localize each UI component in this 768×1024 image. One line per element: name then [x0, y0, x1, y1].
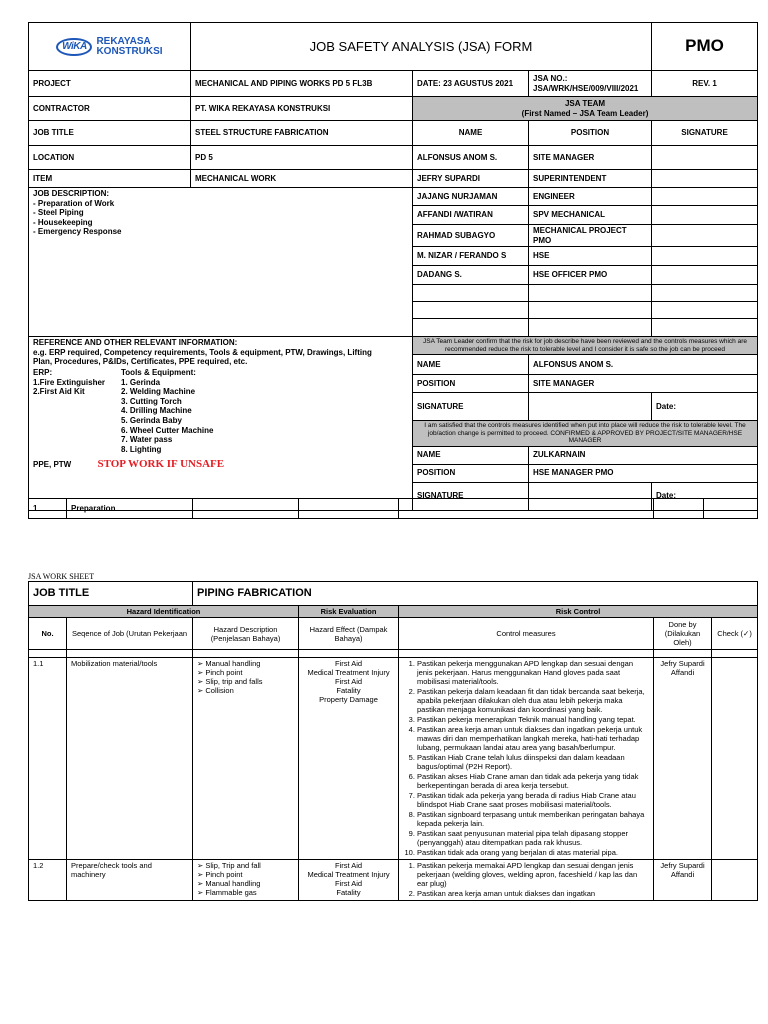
jsa-team-title: JSA TEAM [564, 98, 606, 108]
control-item: 2. Pastikan area kerja aman untuk diakses dan ingatkan [417, 889, 649, 898]
team-position-empty [529, 302, 652, 319]
effect-item: First Aid [334, 659, 363, 668]
team-col-signature: SIGNATURE [652, 121, 758, 146]
tools-label: Tools & Equipment: [121, 367, 196, 377]
team-signature [652, 247, 758, 266]
col-hazard: Hazard Description (Penjelasan Bahaya) [193, 618, 299, 650]
wika-logo-mark: WiKA [56, 38, 92, 56]
row-hazards [193, 658, 299, 860]
team-signature [652, 206, 758, 225]
project-value: MECHANICAL AND PIPING WORKS PD 5 FL3B [191, 71, 413, 97]
row-done-by [654, 860, 712, 901]
control-item: 8. Pastikan signboard terpasang untuk memberikan peringatan bahaya kepada pekerja lain. [417, 810, 649, 828]
approval-position-value: SITE MANAGER [529, 375, 758, 393]
logo-line-2: KONSTRUKSI [96, 45, 163, 57]
approval2-name-label: NAME [413, 446, 529, 464]
team-name-empty [413, 285, 529, 302]
job-title-label: JOB TITLE [29, 121, 191, 146]
erp-item: 1.Fire Extinguisher [33, 377, 106, 387]
effect-item: Fatality [336, 686, 361, 695]
approval2-date-label: Date: [652, 482, 758, 510]
row-done-by [654, 658, 712, 860]
team-signature [652, 170, 758, 188]
approval2-position-value: HSE MANAGER PMO [529, 464, 758, 482]
logo-line-1: REKAYASA [96, 35, 151, 47]
tool-item: 3. Cutting Torch [121, 396, 182, 406]
row-controls [399, 658, 654, 860]
job-description-item: - Housekeeping [33, 217, 93, 227]
row-check [712, 658, 758, 860]
control-item: 4. Pastikan area kerja aman untuk diakses dan ingatkan pekerja untuk mawas diri dan memperhatikan langkah mereka, hati-hati terhadap lubang, permukaan landai atau area yang basah/berlumpur. [417, 725, 649, 752]
team-name: M. NIZAR / FERANDO S [413, 247, 529, 266]
team-col-position: POSITION [529, 121, 652, 146]
team-position: SPV MECHANICAL [529, 206, 652, 225]
step-number: 1 [29, 499, 67, 519]
row-check [712, 860, 758, 901]
approval-signature-label: SIGNATURE [413, 393, 529, 421]
hazard-item: ➢ Flammable gas [197, 888, 294, 897]
form-title: JOB SAFETY ANALYSIS (JSA) FORM [191, 23, 652, 71]
job-description-item: - Emergency Response [33, 227, 122, 237]
col-done-by: Done by (Dilakukan Oleh) [654, 618, 712, 650]
item-value: MECHANICAL WORK [191, 170, 413, 188]
reference-line: e.g. ERP required, Competency requirements, Tools & equipment, PTW, Drawings, Lifting [33, 347, 372, 357]
control-item: 7. Pastikan tidak ada pekerja yang berada di radius Hiab Crane atau blindspot Hiab Crane saat proses mobilisasi material/tools. [417, 791, 649, 809]
location-label: LOCATION [29, 146, 191, 170]
date-field: DATE: 23 AGUSTUS 2021 [413, 71, 529, 97]
jsa-number [529, 71, 652, 97]
tool-item: 5. Gerinda Baby [121, 415, 182, 425]
hazard-item: ➢ Collision [197, 686, 294, 695]
stop-work-warning: STOP WORK IF UNSAFE [97, 458, 225, 471]
done-by-name: Jefry Supardi [660, 659, 705, 668]
col-effect: Hazard Effect (Dampak Bahaya) [299, 618, 399, 650]
approval2-position-label: POSITION [413, 464, 529, 482]
effect-item: First Aid [334, 677, 363, 686]
team-name: RAHMAD SUBAGYO [413, 225, 529, 247]
tool-item: 6. Wheel Cutter Machine [121, 425, 214, 435]
worksheet-job-title-value: PIPING FABRICATION [193, 582, 758, 606]
team-position-empty [529, 319, 652, 337]
row-sequence: Mobilization material/tools [67, 658, 193, 860]
tool-item: 4. Drilling Machine [121, 406, 192, 416]
control-item: 5. Pastikan Hiab Crane telah lulus diinspeksi dan dalam keadaan bagus/optimal (P2H Report). [417, 753, 649, 771]
worksheet-label: JSA WORK SHEET [28, 572, 95, 581]
approval-name-label: NAME [413, 355, 529, 375]
risk-evaluation-heading: Risk Evaluation [299, 606, 399, 618]
team-signature [652, 188, 758, 206]
jsa-no-value: JSA/WRK/HSE/009/VIII/2021 [533, 83, 639, 93]
effect-item: First Aid [334, 861, 363, 870]
team-position: HSE [529, 247, 652, 266]
approval-position-label: POSITION [413, 375, 529, 393]
job-description-title: JOB DESCRIPTION: [33, 189, 110, 198]
leader-statement: JSA Team Leader confirm that the risk for job describe have been reviewed and the controls measures which are recommended reduce the risk to tolerable level and I consider it is safe so the job can be proceed [413, 337, 758, 355]
row-hazards [193, 860, 299, 901]
hazard-item: ➢ Slip, Trip and fall [197, 861, 294, 870]
approval-date-label: Date: [652, 393, 758, 421]
control-item: 1. Pastikan pekerja memakai APD lengkap dan sesuai dengan jenis pekerjaan (welding gloves, welding apron, faceshield / kap las dan ear plug) [417, 861, 649, 888]
team-position: MECHANICAL PROJECT PMO [529, 225, 652, 247]
row-number: 1.1 [29, 658, 67, 860]
worksheet-job-title-label: JOB TITLE [29, 582, 193, 606]
done-by-name: Affandi [670, 668, 695, 677]
jsa-header-table [28, 22, 758, 511]
effect-item: Medical Treatment Injury [307, 870, 390, 879]
done-by-name: Jefry Supardi [660, 861, 705, 870]
col-sequence: Seqence of Job (Urutan Pekerjaan [67, 618, 193, 650]
control-item: 1. Pastikan pekerja menggunakan APD lengkap dan sesuai dengan jenis pekerjaan. Harus menggunakan Hand gloves pada saat mobilisasi material/tools. [417, 659, 649, 686]
tool-item: 1. Gerinda [121, 377, 161, 387]
reference-information [29, 337, 413, 510]
team-name-empty [413, 302, 529, 319]
col-control: Control measures [399, 618, 654, 650]
control-item: 3. Pastikan pekerja menerapkan Teknik manual handling yang tepat. [417, 715, 649, 724]
jsa-team-heading [413, 97, 758, 121]
contractor-label: CONTRACTOR [29, 97, 191, 121]
team-position: SUPERINTENDENT [529, 170, 652, 188]
team-name: AFFANDI /WATIRAN [413, 206, 529, 225]
approval2-signature-label: SIGNATURE [413, 482, 529, 510]
team-signature [652, 225, 758, 247]
hazard-item: ➢ Manual handling [197, 879, 294, 888]
tool-item: 7. Water pass [121, 435, 173, 445]
team-signature [652, 266, 758, 285]
approval-signature-field [529, 393, 652, 421]
approval-name-value: ALFONSUS ANOM S. [529, 355, 758, 375]
col-no: No. [29, 618, 67, 650]
ppe-ptw-label: PPE, PTW [33, 460, 72, 470]
control-item: 6. Pastikan akses Hiab Crane aman dan tidak ada pekerja yang tidak berkepentingan berada di area kerja tersebut. [417, 772, 649, 790]
hazard-item: ➢ Pinch point [197, 870, 294, 879]
reference-line: Plan, Procedures, P&IDs, Certificates, PPE required, etc. [33, 357, 248, 367]
control-item: 10. Pastikan tidak ada orang yang berjalan di atas material pipa. [417, 848, 649, 857]
team-position: HSE OFFICER PMO [529, 266, 652, 285]
hazard-item: ➢ Slip, trip and falls [197, 677, 294, 686]
team-signature [652, 146, 758, 170]
approval2-name-value: ZULKARNAIN [529, 446, 758, 464]
job-title-value: STEEL STRUCTURE FABRICATION [191, 121, 413, 146]
row-effects [299, 658, 399, 860]
team-signature-empty [652, 319, 758, 337]
team-name: DADANG S. [413, 266, 529, 285]
control-item: 2. Pastikan pekerja dalam keadaan fit dan tidak bercanda saat bekerja, apabila pekerjaan dilakukan oleh dua atau lebih pekerja maka pastikan menjaga komunikasi dan koordinasi yang baik. [417, 687, 649, 714]
done-by-name: Affandi [670, 870, 695, 879]
reference-title: REFERENCE AND OTHER RELEVANT INFORMATION: [33, 338, 238, 348]
jsa-team-subtitle: (First Named – JSA Team Leader) [521, 108, 649, 118]
pmo-label: PMO [652, 23, 758, 71]
effect-item: Medical Treatment Injury [307, 668, 390, 677]
tool-item: 8. Lighting [121, 444, 162, 454]
team-signature-empty [652, 285, 758, 302]
row-sequence: Prepare/check tools and machinery [67, 860, 193, 901]
job-description [29, 188, 413, 337]
effect-item: First Aid [334, 879, 363, 888]
col-check: Check (✓) [712, 618, 758, 650]
job-description-item: - Preparation of Work [33, 198, 115, 208]
step-row-table [28, 498, 758, 519]
hazard-item: ➢ Pinch point [197, 668, 294, 677]
contractor-value: PT. WIKA REKAYASA KONSTRUKSI [191, 97, 413, 121]
item-label: ITEM [29, 170, 191, 188]
team-position-empty [529, 285, 652, 302]
job-description-item: - Steel Piping [33, 208, 84, 218]
risk-control-heading: Risk Control [399, 606, 758, 618]
project-label: PROJECT [29, 71, 191, 97]
row-number: 1.2 [29, 860, 67, 901]
manager-statement: I am satisfied that the controls measures identified when put into place will reduce the risk to tolerable level. The job/action change is permitted to proceed. CONFIRMED & APPROVED BY PROJECT/SITE MANAGER/HSE MANAGER [413, 421, 758, 446]
revision: REV. 1 [652, 71, 758, 97]
row-controls [399, 860, 654, 901]
hazard-identification-heading: Hazard Identification [29, 606, 299, 618]
effect-item: Property Damage [319, 695, 378, 704]
team-col-name: NAME [413, 121, 529, 146]
hazard-item: ➢ Manual handling [197, 659, 294, 668]
jsa-worksheet-table [28, 581, 758, 901]
control-item: 9. Pastikan saat penyusunan material pipa telah dipasang stopper (penyanggah) atau ditempatkan pada rak khusus. [417, 829, 649, 847]
erp-label: ERP: [33, 367, 53, 377]
team-position: SITE MANAGER [529, 146, 652, 170]
company-logo [29, 23, 191, 71]
team-name: JEFRY SUPARDI [413, 170, 529, 188]
team-name: JAJANG NURJAMAN [413, 188, 529, 206]
team-signature-empty [652, 302, 758, 319]
team-position: ENGINEER [529, 188, 652, 206]
tool-item: 2. Welding Machine [121, 387, 196, 397]
erp-item: 2.First Aid Kit [33, 387, 85, 397]
jsa-no-label: JSA NO.: [533, 73, 568, 83]
step-label: Preparation [67, 499, 193, 519]
team-name-empty [413, 319, 529, 337]
effect-item: Fatality [336, 888, 361, 897]
location-value: PD 5 [191, 146, 413, 170]
row-effects [299, 860, 399, 901]
team-name: ALFONSUS ANOM S. [413, 146, 529, 170]
